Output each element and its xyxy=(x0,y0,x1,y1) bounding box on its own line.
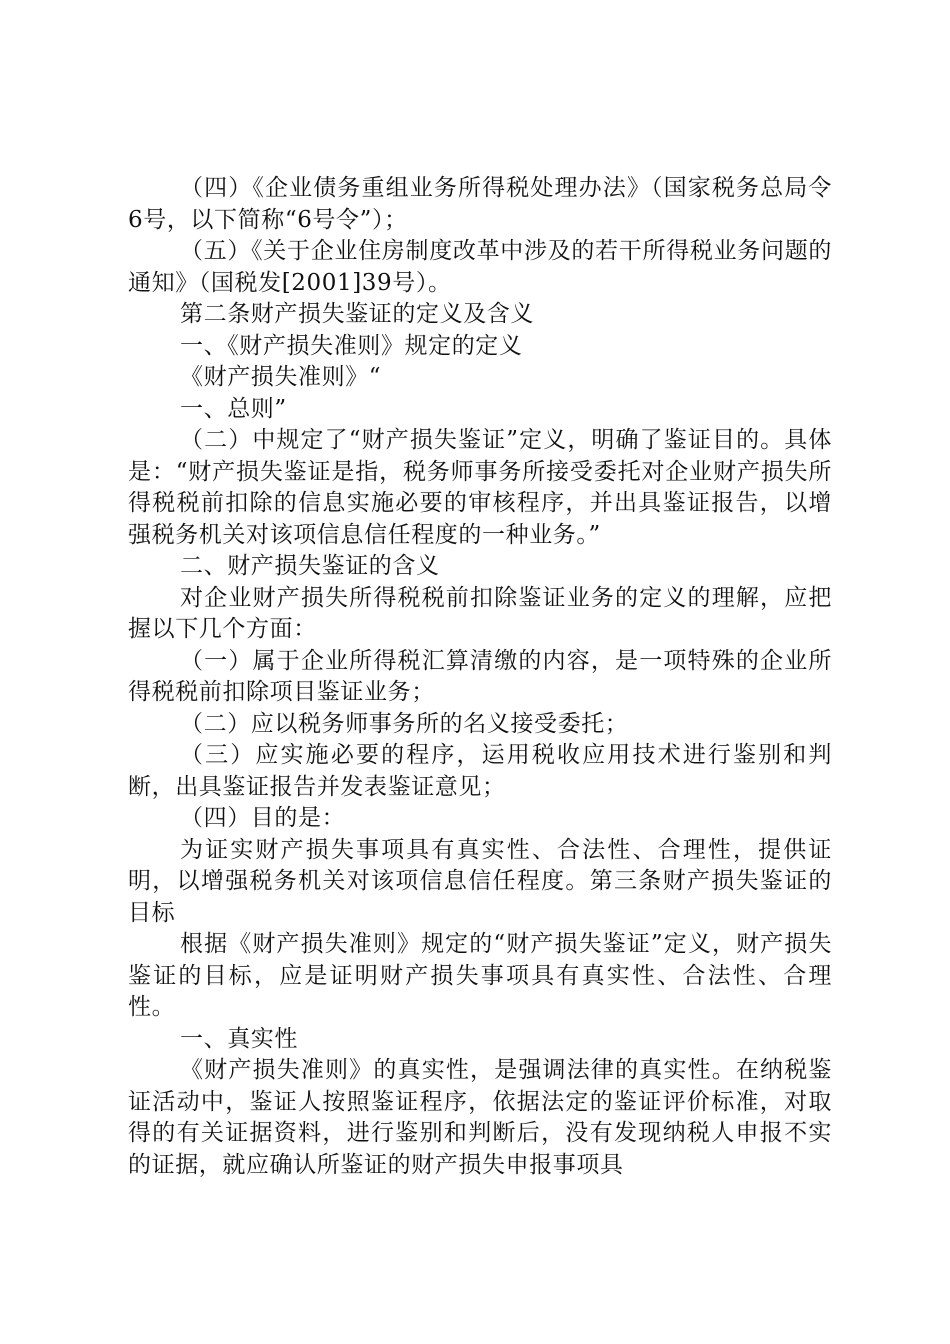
section-2-heading: 二、财产损失鉴证的含义 xyxy=(180,553,440,579)
paragraph-objective: 根据《财产损失准则》规定的“财产损失鉴证”定义，财产损失鉴证的目标，应是证明财产损失事项具有真实性、合法性、合理性。 xyxy=(128,931,832,1020)
paragraph-standard-quote: 《财产损失准则》“ xyxy=(180,364,382,390)
paragraph-point-4: （四）目的是： xyxy=(180,805,346,831)
paragraph-understanding: 对企业财产损失所得税税前扣除鉴证业务的定义的理解，应把握以下几个方面： xyxy=(128,584,832,642)
paragraph-item-4-doc: （四）《企业债务重组业务所得税处理办法》（国家税务总局令6号，以下简称“6号令”）； xyxy=(128,175,832,233)
section-authenticity-heading: 一、真实性 xyxy=(180,1025,298,1052)
paragraph-point-3: （三）应实施必要的程序，运用税收应用技术进行鉴别和判断，出具鉴证报告并发表鉴证意见； xyxy=(128,742,832,800)
paragraph-definition: （二）中规定了“财产损失鉴证”定义，明确了鉴证目的。具体是：“财产损失鉴证是指，税务师事务所接受委托对企业财产损失所得税税前扣除的信息实施必要的审核程序，并出具鉴证报告，以增强税务机关对该项信息信任程度的一种业务。” xyxy=(128,427,832,548)
paragraph-item-5-doc: （五）《关于企业住房制度改革中涉及的若干所得税业务问题的通知》（国税发[2001]39号）。 xyxy=(128,238,832,296)
article-2-heading: 第二条财产损失鉴证的定义及含义 xyxy=(180,301,534,327)
section-1-heading: 一、《财产损失准则》规定的定义 xyxy=(180,332,523,359)
paragraph-point-2: （二）应以税务师事务所的名义接受委托； xyxy=(180,710,629,737)
paragraph-point-1: （一）属于企业所得税汇算清缴的内容，是一项特殊的企业所得税税前扣除项目鉴证业务； xyxy=(128,647,832,705)
paragraph-authenticity: 《财产损失准则》的真实性，是强调法律的真实性。在纳税鉴证活动中，鉴证人按照鉴证程序，依据法定的鉴证评价标准，对取得的有关证据资料，进行鉴别和判断后，没有发现纳税人申报不实的证据，就应确认所鉴证的财产损失申报事项具 xyxy=(128,1057,832,1178)
paragraph-purpose: 为证实财产损失事项具有真实性、合法性、合理性，提供证明，以增强税务机关对该项信息信任程度。第三条财产损失鉴证的目标 xyxy=(128,836,832,926)
paragraph-general-principles: 一、总则” xyxy=(180,395,287,422)
document-body xyxy=(128,173,832,1181)
